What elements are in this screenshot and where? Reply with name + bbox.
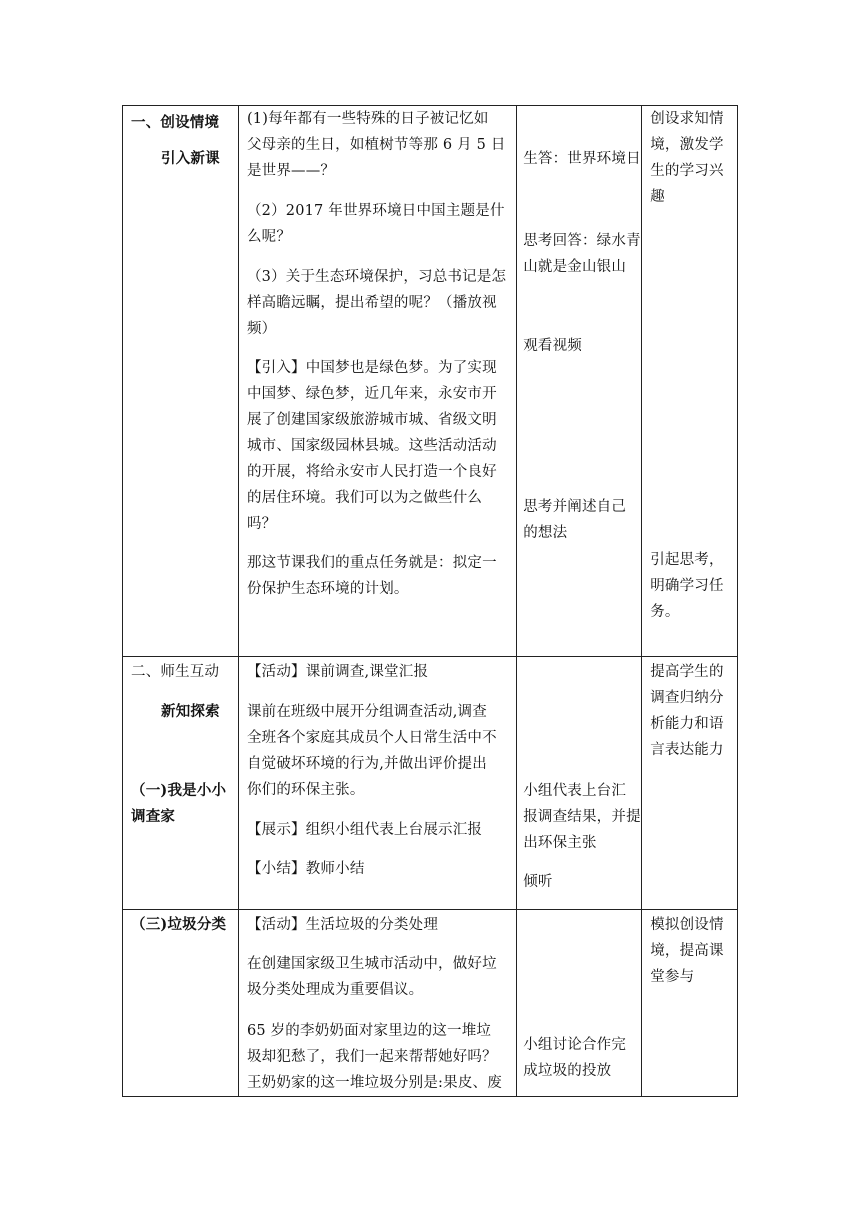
stage-cell — [123, 657, 239, 910]
paragraph — [523, 778, 641, 856]
paragraph — [247, 550, 497, 602]
stage-subtitle: 新知探索 — [161, 703, 220, 720]
section-heading — [131, 778, 226, 830]
text-line: 圾分类处理成为重要倡议。 — [246, 982, 424, 998]
text-line: 小组讨论合作完 — [523, 1037, 627, 1053]
text-line: 那这节课我们的重点任务就是：拟定一 — [246, 555, 497, 571]
text-line: 思考回答：绿水青 — [523, 233, 641, 249]
table-row — [123, 106, 738, 657]
text-line: 【活动】生活垃圾的分类处理 — [246, 917, 439, 933]
paragraph — [650, 659, 724, 763]
text-line: 展了创建国家级旅游城市城、省级文明 — [246, 412, 497, 428]
design-intent-cell — [642, 910, 738, 1097]
text-line: 思考并阐述自己 — [523, 499, 627, 515]
paragraph — [523, 228, 641, 280]
text-line: （2）2017 年世界环境日中国主题是什 — [246, 203, 505, 219]
paragraph — [523, 494, 626, 546]
text-line: 务。 — [650, 604, 680, 620]
section-heading: （三)垃圾分类 — [131, 916, 227, 933]
text-line: 【展示】组织小组代表上台展示汇报 — [246, 822, 483, 838]
paragraph — [247, 264, 506, 342]
text-line: 生答：世界环境日 — [523, 151, 641, 167]
paragraph — [247, 699, 497, 803]
teacher-activity-cell — [238, 106, 516, 657]
text-line: 课前在班级中展开分组调查活动,调查 — [246, 704, 487, 720]
text-line: 言表达能力 — [650, 742, 724, 758]
paragraph — [523, 1032, 626, 1084]
text-line: 你们的环保主张。 — [246, 782, 365, 798]
text-line: 析能力和语 — [650, 716, 724, 732]
text-line: 是世界——？ — [246, 163, 336, 179]
student-activity-cell — [517, 910, 642, 1097]
paragraph — [650, 106, 724, 210]
text-line: 65 岁的李奶奶面对家里边的这一堆垃 — [246, 1023, 492, 1039]
paragraph — [247, 198, 505, 250]
text-line: 城市、国家级园林县城。这些活动活动 — [246, 438, 497, 454]
text-line: （一)我是小小 — [131, 782, 227, 799]
text-line: 成垃圾的投放 — [523, 1063, 612, 1079]
stage-title: 二、师生互动 — [131, 664, 220, 680]
text-line: 山就是金山银山 — [523, 259, 627, 275]
text-line: 生的学习兴 — [650, 163, 724, 179]
paragraph — [247, 856, 365, 882]
text-line: 自觉破坏环境的行为,并做出评价提出 — [246, 756, 487, 772]
text-line: 境，提高课 — [650, 943, 724, 959]
text-line: 境，激发学 — [650, 137, 724, 153]
text-line: 样高瞻远瞩，提出希望的呢？（播放视 — [246, 295, 497, 311]
stage-subtitle: 引入新课 — [161, 150, 220, 167]
design-intent-cell — [642, 657, 738, 910]
text-line: 观看视频 — [523, 338, 582, 354]
design-intent-cell — [642, 106, 738, 657]
text-line: 趣 — [650, 189, 665, 205]
text-line: 吗？ — [246, 516, 277, 532]
paragraph — [247, 106, 506, 184]
text-line: 的居住环境。我们可以为之做些什么 — [246, 490, 483, 506]
text-line: （3）关于生态环境保护，习总书记是怎 — [246, 269, 507, 285]
paragraph — [523, 146, 641, 172]
text-line: 中国梦、绿色梦，近几年来，永安市开 — [246, 386, 497, 402]
text-line: 调查归纳分 — [650, 690, 724, 706]
teacher-activity-cell — [238, 910, 516, 1097]
text-line: (1)每年都有一些特殊的日子被记忆如 — [246, 111, 489, 127]
text-line: 报调查结果，并提 — [523, 809, 641, 825]
text-line: 频） — [246, 321, 277, 337]
text-line: 王奶奶家的这一堆垃圾分别是:果皮、废 — [246, 1075, 502, 1091]
text-line: 【活动】课前调查,课堂汇报 — [246, 664, 429, 680]
text-line: 【引入】中国梦也是绿色梦。为了实现 — [246, 360, 497, 376]
text-line: 全班各个家庭其成员个人日常生活中不 — [246, 730, 497, 746]
paragraph — [523, 869, 552, 895]
text-line: 创设求知情 — [650, 111, 724, 127]
paragraph — [247, 951, 497, 1003]
paragraph — [247, 817, 482, 843]
text-line: 模拟创设情 — [650, 917, 724, 933]
text-line: 的开展，将给永安市人民打造一个良好 — [246, 464, 497, 480]
text-line: 调查家 — [131, 808, 176, 825]
text-line: 明确学习任 — [650, 578, 724, 594]
stage-title: 一、创设情境 — [131, 114, 220, 131]
teacher-activity-cell — [238, 657, 516, 910]
text-line: 圾却犯愁了，我们一起来帮帮她好吗？ — [246, 1049, 497, 1065]
text-line: 的想法 — [523, 525, 568, 541]
paragraph — [247, 659, 428, 685]
text-line: 倾听 — [523, 874, 553, 890]
text-line: 在创建国家级卫生城市活动中，做好垃 — [246, 956, 497, 972]
student-activity-cell — [517, 657, 642, 910]
paragraph — [650, 547, 724, 625]
text-line: 引起思考， — [650, 552, 724, 568]
text-line: 么呢？ — [246, 229, 292, 245]
text-line: 提高学生的 — [650, 664, 724, 680]
text-line: 【小结】教师小结 — [246, 861, 365, 877]
table-row — [123, 657, 738, 910]
text-line: 份保护生态环境的计划。 — [246, 581, 409, 597]
paragraph — [247, 912, 438, 938]
stage-cell — [123, 910, 239, 1097]
paragraph — [523, 333, 582, 359]
text-line: 出环保主张 — [523, 835, 597, 851]
text-line: 父母亲的生日，如植树节等那 6 月 5 日 — [246, 137, 506, 153]
student-activity-cell — [517, 106, 642, 657]
stage-cell — [123, 106, 239, 657]
paragraph — [650, 912, 724, 990]
table-row — [123, 910, 738, 1097]
lesson-plan-table — [122, 105, 738, 1097]
paragraph — [247, 1018, 502, 1096]
text-line: 小组代表上台汇 — [523, 783, 627, 799]
text-line: 堂参与 — [650, 969, 695, 985]
paragraph — [247, 355, 497, 537]
